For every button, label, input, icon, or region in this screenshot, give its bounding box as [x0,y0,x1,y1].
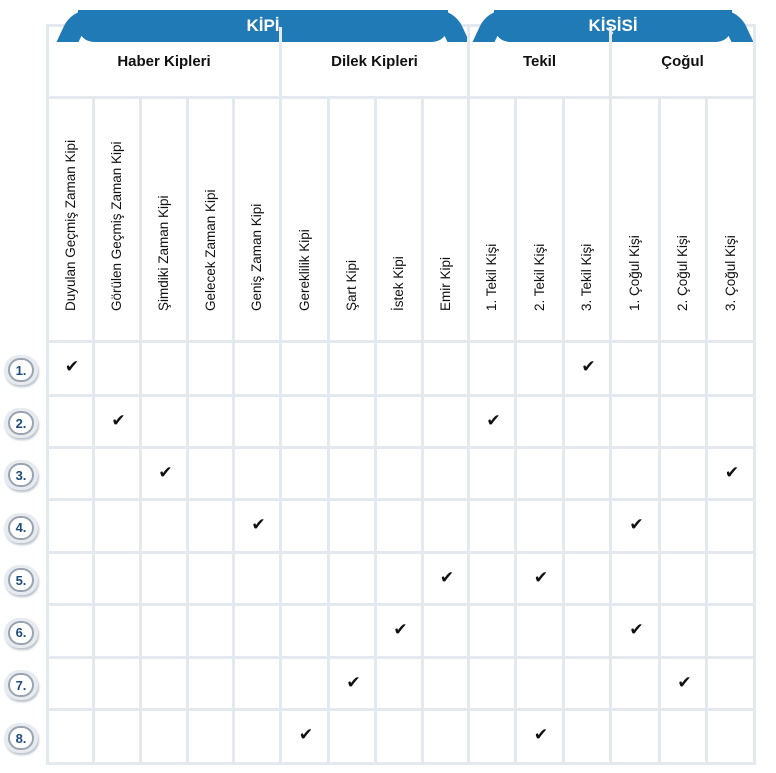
column-header-label: Emir Kipi [437,256,453,311]
column-header [565,99,612,343]
table-cell [565,501,612,554]
table-cell [235,606,282,659]
checkmark: ✔ [533,568,549,587]
column-header-label: Duyulan Geçmiş Zaman Kipi [62,139,78,311]
table-cell [424,397,470,449]
table-cell [282,659,330,711]
table-cell [142,606,189,659]
checkmark: ✔ [111,411,126,430]
table-cell [49,554,95,606]
table-cell [377,397,424,449]
table-cell [470,343,517,397]
table-cell [95,449,142,501]
table-cell [565,711,612,765]
kisisi-header-label: KİŞİSİ [588,16,638,35]
table-cell [330,397,377,449]
table-cell [517,397,565,449]
column-header-label: 1. Tekil Kişi [484,243,499,311]
column-header [661,99,708,343]
column-header [708,99,756,343]
checkmark: ✔ [677,673,692,692]
table-cell [49,711,95,765]
group-cogul: Çoğul [612,27,756,99]
table-cell [612,397,661,449]
checkmark: ✔ [486,411,501,430]
table-cell [612,343,661,397]
table-cell [517,343,565,397]
row-number-label: 5. [8,568,34,592]
column-header [142,99,189,343]
table-cell [95,501,142,554]
column-header [470,99,517,343]
table-cell [424,606,470,659]
table-cell [189,659,235,711]
table-cell [612,711,661,765]
table-cell [282,554,330,606]
table-cell [49,501,95,554]
column-header [189,99,235,343]
table-cell [95,711,142,765]
table-cell [470,554,517,606]
column-header [517,99,565,343]
row-number-badge [4,460,38,490]
table-cell [565,397,612,449]
table-cell [95,606,142,659]
table-cell [142,554,189,606]
table-cell [377,501,424,554]
table-cell [377,554,424,606]
column-header [235,99,282,343]
table-cell [377,711,424,765]
checkmark: ✔ [629,620,644,639]
table-cell [424,343,470,397]
table-cell [708,501,756,554]
table-cell [517,659,565,711]
column-header-label: 3. Çoğul Kişi [722,235,738,311]
table-cell [661,397,708,449]
table-cell [49,659,95,711]
table-cell [330,449,377,501]
table-cell [189,501,235,554]
table-cell [661,501,708,554]
row-number-badge [4,408,38,438]
table-cell [470,501,517,554]
table-cell [565,449,612,501]
table-cell [49,606,95,659]
table-cell [565,606,612,659]
table-cell [49,449,95,501]
table-cell [661,711,708,765]
kipi-header-label: KİPİ [246,16,280,35]
table-cell [424,501,470,554]
column-header-label: 3. Tekil Kişi [579,243,594,311]
group-dilek-kipleri: Dilek Kipleri [282,27,470,99]
table-cell [330,501,377,554]
table-cell [235,711,282,765]
table-cell [142,397,189,449]
group-haber-kipleri: Haber Kipleri [49,27,282,99]
table-cell [189,449,235,501]
checkmark: ✔ [533,725,549,744]
table-cell [189,711,235,765]
row-number-label: 2. [8,411,34,435]
table-cell [708,606,756,659]
table-cell [565,554,612,606]
table-cell [377,449,424,501]
column-header-label: İstek Kipi [391,256,406,311]
table-cell [565,659,612,711]
table-cell [661,606,708,659]
table-cell [661,554,708,606]
table-cell [235,659,282,711]
checkmark: ✔ [724,463,740,482]
column-header [330,99,377,343]
row-number-label: 6. [8,621,34,645]
row-number-label: 7. [8,673,34,697]
column-header-label: 2. Tekil Kişi [531,243,547,311]
column-header [424,99,470,343]
checkmark: ✔ [629,515,644,534]
table-cell [189,397,235,449]
checkmark: ✔ [393,620,408,639]
checkmark: ✔ [581,357,596,376]
table-cell [189,343,235,397]
column-header [377,99,424,343]
column-header-label: Geniş Zaman Kipi [249,203,264,311]
checkmark: ✔ [158,463,173,482]
table-cell [282,397,330,449]
row-number-badge [4,670,38,700]
row-number-label: 1. [8,358,34,382]
table-cell [708,343,756,397]
table-cell [95,659,142,711]
row-number-label: 8. [8,726,34,750]
checkmark: ✔ [251,515,266,534]
table-cell [189,606,235,659]
table-cell [424,659,470,711]
table-cell [708,659,756,711]
row-number-badge [4,618,38,648]
column-header [282,99,330,343]
table-cell [708,554,756,606]
table-cell [612,554,661,606]
table-cell [282,606,330,659]
checkmark: ✔ [439,568,455,587]
table-cell [142,659,189,711]
checkmark: ✔ [64,357,80,376]
table-cell [377,343,424,397]
column-header-label: Şart Kipi [344,259,359,311]
table-cell [470,711,517,765]
table-cell [235,397,282,449]
column-header-label: Görülen Geçmiş Zaman Kipi [109,141,124,311]
table-cell [282,449,330,501]
table-cell [517,501,565,554]
table-cell [612,659,661,711]
table-cell [95,554,142,606]
column-header-label: Şimdiki Zaman Kipi [156,195,171,311]
table-cell [49,397,95,449]
table-cell [330,606,377,659]
row-number-label: 3. [8,463,34,487]
row-number-badge [4,723,38,753]
row-number-label: 4. [8,516,34,540]
group-tekil: Tekil [470,27,612,99]
column-header [612,99,661,343]
table-cell [235,343,282,397]
table-cell [424,449,470,501]
table-cell [708,711,756,765]
column-header [49,99,95,343]
column-header-label: Gelecek Zaman Kipi [202,189,218,311]
table-cell [235,449,282,501]
table-cell [330,711,377,765]
checkmark: ✔ [298,725,314,744]
table-cell [377,659,424,711]
table-cell [517,449,565,501]
table-cell [424,711,470,765]
table-cell [470,606,517,659]
column-header-label: 1. Çoğul Kişi [627,235,642,311]
table-cell [142,343,189,397]
table-cell [235,554,282,606]
table-cell [330,343,377,397]
table-cell [282,343,330,397]
table-cell [142,711,189,765]
column-header-label: 2. Çoğul Kişi [675,235,690,311]
table-cell [95,343,142,397]
checkmark: ✔ [346,673,361,692]
table-cell [708,397,756,449]
table-cell [661,343,708,397]
table-cell [282,501,330,554]
table-cell [330,554,377,606]
table-cell [470,659,517,711]
table-cell [189,554,235,606]
table-cell [142,501,189,554]
row-number-badge [4,513,38,543]
column-header [95,99,142,343]
table-cell [470,449,517,501]
row-number-badge [4,355,38,385]
table-cell [661,449,708,501]
table-cell [612,449,661,501]
table-cell [517,606,565,659]
row-number-badge [4,565,38,595]
column-header-label: Gereklilik Kipi [296,229,312,311]
